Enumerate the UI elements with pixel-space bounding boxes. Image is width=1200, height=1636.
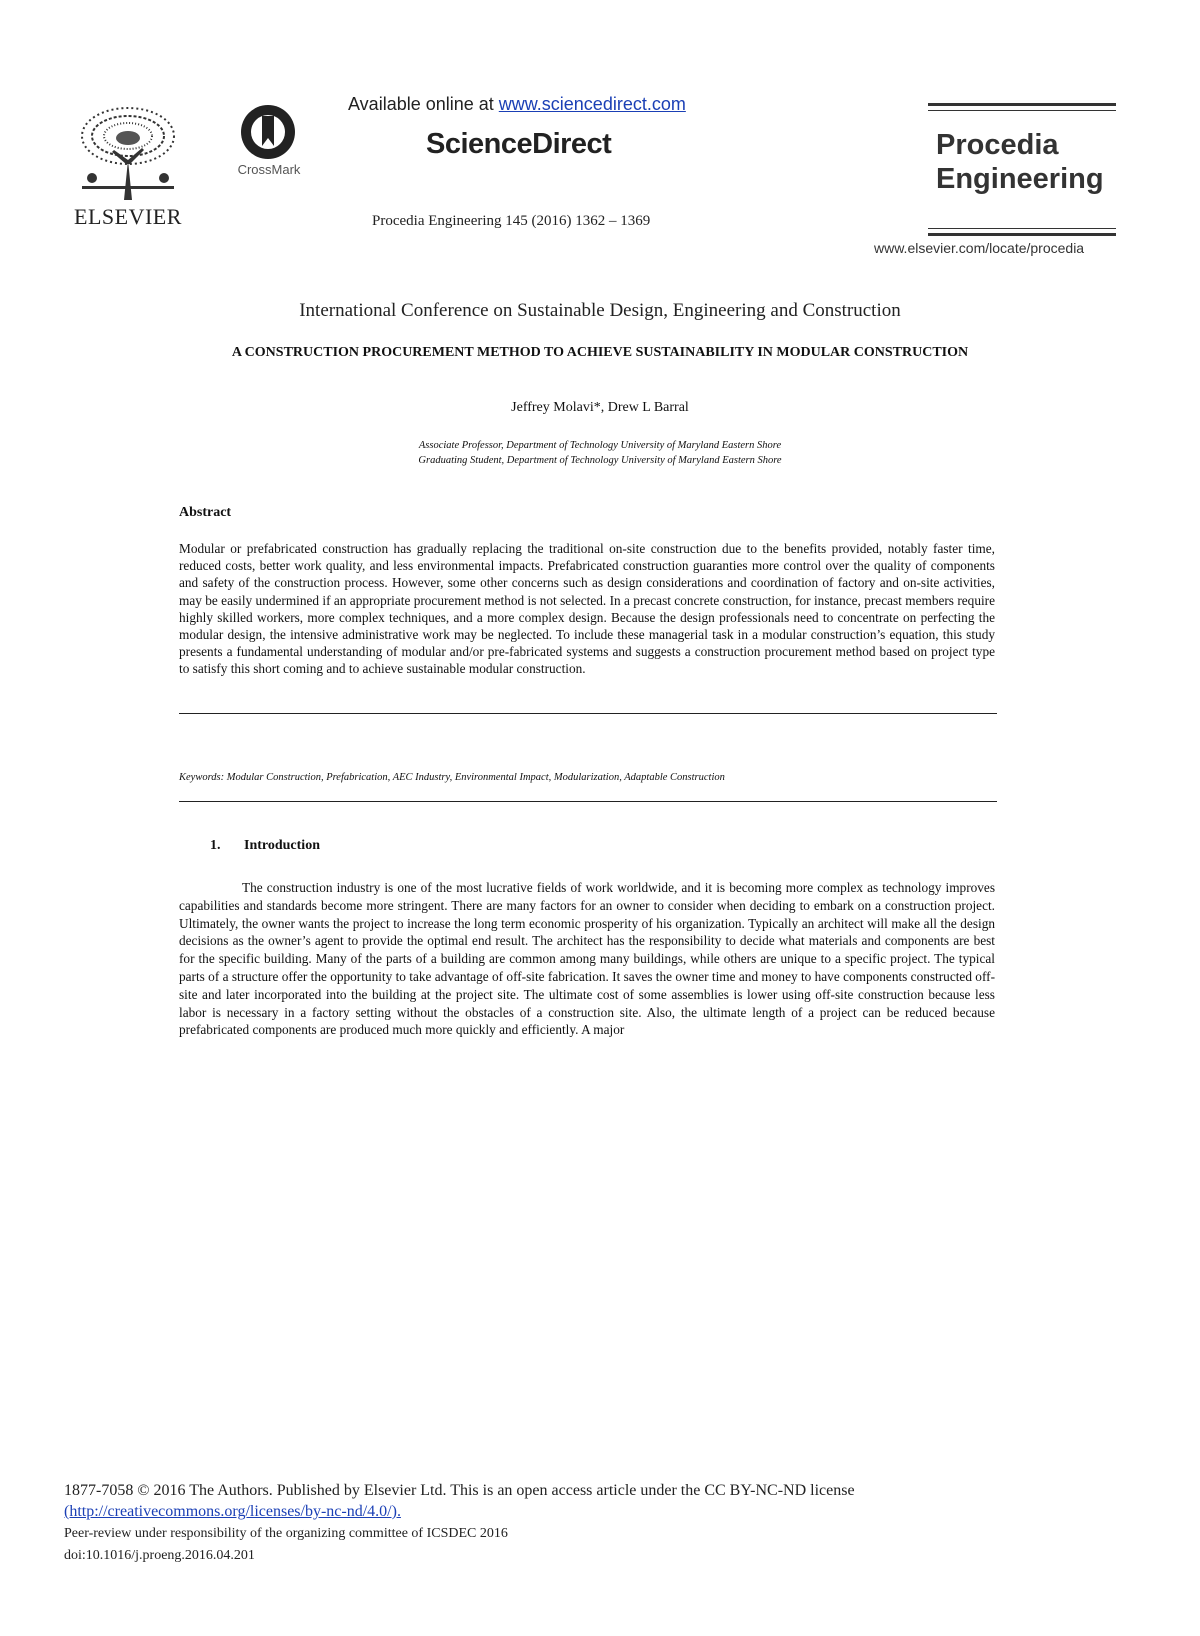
peer-review-note: Peer-review under responsibility of the organizing committee of ICSDEC 2016	[64, 1526, 508, 1541]
journal-rule-top	[928, 103, 1116, 111]
sciencedirect-wordmark: ScienceDirect	[426, 128, 612, 160]
license-link[interactable]: (http://creativecommons.org/licenses/by-nc-nd/4.0/).	[64, 1503, 401, 1520]
crossmark-badge[interactable]	[228, 104, 308, 184]
crossmark-icon	[228, 104, 308, 164]
paper-title: A CONSTRUCTION PROCUREMENT METHOD TO ACHIEVE SUSTAINABILITY IN MODULAR CONSTRUCTION	[231, 345, 969, 360]
journal-citation: Procedia Engineering 145 (2016) 1362 – 1369	[372, 213, 651, 229]
journal-name-line1: Procedia	[936, 129, 1059, 161]
conference-name: International Conference on Sustainable Design, Engineering and Construction	[299, 300, 901, 321]
introduction-body: The construction industry is one of the most lucrative fields of work worldwide, and it is becoming more complex as technology improves capabilities and standards become more stringent. There are many factors for an owner to consider when deciding to embark on a construction project. Ultimately, the owner wants the project to increase the long term economic prosperity of his organization. Typically an architect will make all the design decisions as the owner’s agent to provide the optimal end result. The architect has the responsibility to decide what materials and components are best for the specific building. Many of the parts of a building are common among many buildings, while others are unique to a specific project. The typical parts of a structure offer the opportunity to take advantage of off-site fabrication. It saves the owner time and money to have components constructed off- site and later incorporated into the building at the project site. The ultimate cost of some assemblies is lower using off-site construction because less labor is necessary in a factory setting without the obstacles of a construction site. Also, the ultimate length of a project can be reduced because prefabricated components are produced much more quickly and efficiently. A major	[179, 880, 995, 1038]
affiliation-2: Graduating Student, Department of Technology University of Maryland Eastern Shore	[418, 455, 782, 466]
affiliation-1: Associate Professor, Department of Technology University of Maryland Eastern Shore	[418, 440, 782, 451]
abstract-divider-top	[179, 713, 997, 714]
journal-name-line2: Engineering	[936, 163, 1104, 195]
license-text: 1877-7058 © 2016 The Authors. Published by Elsevier Ltd. This is an open access article under the CC BY-NC-ND license	[64, 1482, 855, 1499]
journal-name	[936, 128, 1116, 196]
section-heading-introduction	[210, 838, 320, 854]
doi[interactable]: doi:10.1016/j.proeng.2016.04.201	[64, 1548, 255, 1563]
abstract-body: Modular or prefabricated construction has gradually replacing the traditional on-site construction due to the benefits provided, notably faster time, reduced costs, better work quality, and less environmental impacts. Prefabricated construction guaranties more control over the quality of components and safety of the construction process. However, some other concerns such as design considerations and coordination of factory and on-site activities, may be easily undermined if an appropriate procurement method is not selected. In a precast concrete construction, for instance, precast members require highly skilled workers, more complex techniques, and a more complex design. Because the design professionals need to concentrate on perfecting the modular design, the intensive administrative work may be neglected. To include these managerial task in a modular construction’s equation, this study presents a fundamental understanding of modular and/or pre-fabricated systems and suggests a construction procurement method based on project type to satisfy this short coming and to achieve sustainable modular construction.	[179, 541, 995, 677]
affiliations	[0, 438, 1200, 468]
journal-rule-bottom	[928, 228, 1116, 236]
sciencedirect-link[interactable]: www.sciencedirect.com	[498, 94, 686, 114]
abstract-divider-bottom	[179, 801, 997, 802]
publisher-name: ELSEVIER	[74, 204, 182, 229]
section-number: 1.	[210, 838, 221, 853]
section-title: Introduction	[244, 838, 320, 853]
available-prefix: Available online at	[348, 94, 499, 114]
journal-url[interactable]: www.elsevier.com/locate/procedia	[874, 240, 1085, 256]
elsevier-tree-icon	[72, 104, 184, 200]
available-online-line	[348, 94, 686, 115]
elsevier-logo	[68, 104, 186, 229]
keywords-line: Keywords: Modular Construction, Prefabrication, AEC Industry, Environmental Impact, Modularization, Adaptable Construction	[179, 772, 725, 783]
author-list: Jeffrey Molavi*, Drew L Barral	[511, 400, 689, 415]
crossmark-label: CrossMark	[237, 162, 301, 177]
abstract-heading: Abstract	[179, 505, 232, 520]
license-notice	[64, 1480, 1024, 1522]
